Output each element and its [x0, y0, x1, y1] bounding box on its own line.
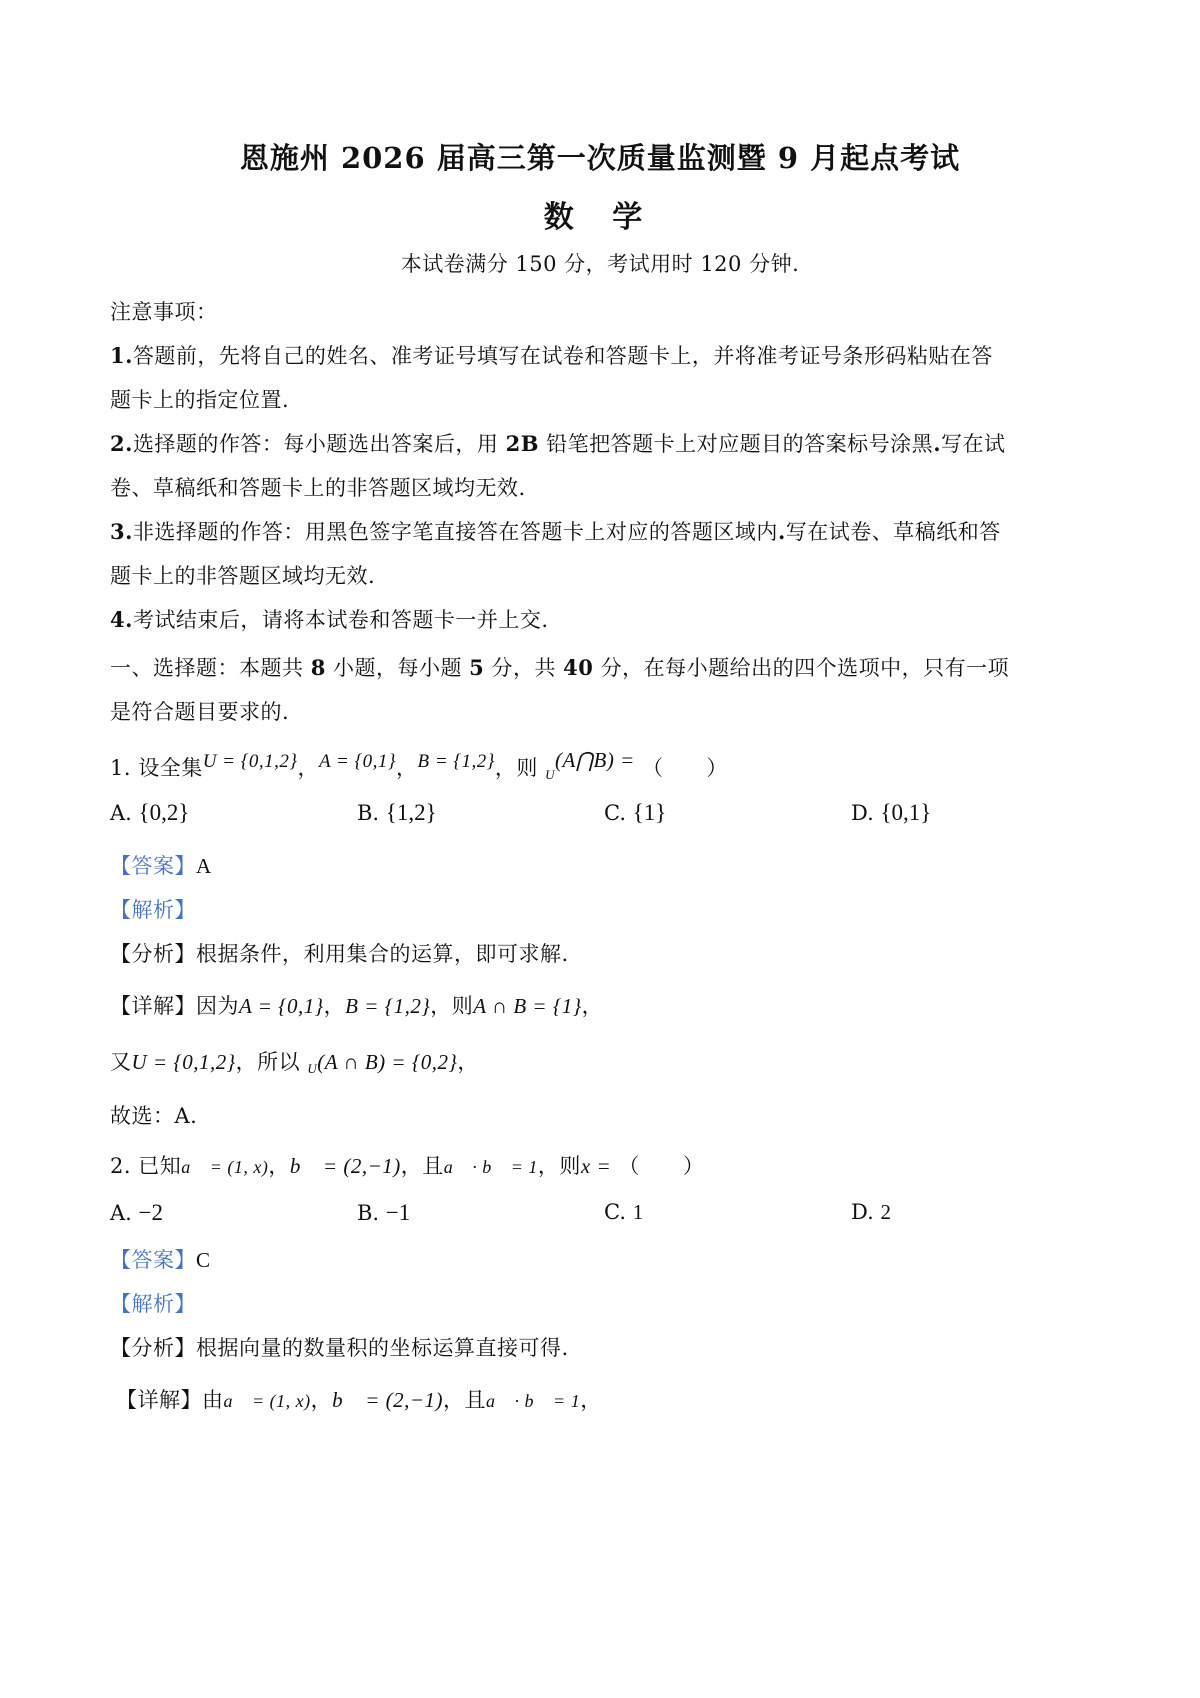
- answer-tag: 【答案】: [110, 854, 196, 878]
- exam-title: 恩施州 2026 届高三第一次质量监测暨 9 月起点考试: [239, 141, 961, 175]
- detail-tag: 【详解】: [110, 994, 196, 1018]
- unknown-x: x =: [580, 1154, 612, 1178]
- answer-blank: （ ）: [641, 756, 728, 780]
- answer-value: A: [196, 854, 212, 878]
- q2-option-c: [604, 1200, 643, 1225]
- complement-subscript: U: [545, 767, 555, 782]
- notice-item-number: 1.: [110, 343, 133, 368]
- section-heading: [110, 652, 1100, 682]
- answer-blank: （ ）: [618, 1154, 705, 1178]
- separator: ，且: [400, 1154, 444, 1178]
- q2-option-a: [110, 1200, 163, 1226]
- universal-set: U = {0,1,2}: [202, 751, 298, 772]
- separator: ，则: [494, 756, 538, 780]
- notice-item-number: 2.: [110, 431, 133, 456]
- separator: ，: [297, 756, 319, 780]
- detail-text: 由: [202, 1388, 224, 1412]
- math-expr: a⃗ = (1, x): [223, 1391, 311, 1411]
- q2-detail-1: [116, 1384, 1106, 1414]
- notice-item-text: 选择题的作答：每小题选出答案后，用: [132, 432, 506, 456]
- complement-subscript: U: [307, 1061, 318, 1076]
- notice-item-1: [110, 340, 1100, 370]
- notice-item-text: 写在试: [941, 432, 1006, 456]
- q1-option-c: [604, 800, 666, 826]
- notice-item-text: 考试结束后，请将本试卷和答题卡一并上交.: [132, 608, 549, 632]
- notice-item-number: 4.: [110, 607, 133, 632]
- option-label: B.: [357, 1201, 380, 1225]
- section-text: 一、选择题：本题共: [110, 656, 311, 680]
- option-value: −2: [138, 1200, 164, 1225]
- question-prefix: 2. 已知: [110, 1154, 182, 1178]
- math-expr: B = {1,2}: [345, 994, 431, 1018]
- points-each: 5: [469, 655, 485, 680]
- fenxi-tag: 【分析】: [110, 942, 196, 966]
- set-a: A = {0,1}: [318, 751, 396, 772]
- q1-conclusion: 故选：A.: [110, 1104, 198, 1128]
- fenxi-text: 根据向量的数量积的坐标运算直接可得.: [196, 1336, 569, 1360]
- detail-text: 又: [110, 1050, 132, 1074]
- q2-option-d: [851, 1200, 891, 1225]
- separator: ，: [268, 1154, 290, 1178]
- notice-item-3-cont: 题卡上的非答题区域均无效.: [110, 564, 376, 588]
- option-label: C.: [604, 801, 626, 825]
- math-expr: U = {0,1,2}: [131, 1050, 236, 1074]
- math-expr: a⃗ · b⃗ = 1: [486, 1391, 581, 1411]
- detail-text: 因为: [196, 994, 239, 1018]
- q2-fenxi: [110, 1332, 1100, 1362]
- q1-fenxi: [110, 938, 1100, 968]
- separator: ，: [323, 994, 346, 1018]
- q2-answer: [110, 1244, 1100, 1274]
- detail-tag: 【详解】: [116, 1388, 202, 1412]
- exam-info: 本试卷满分 150 分，考试用时 120 分钟.: [400, 252, 800, 276]
- q1-answer: [110, 850, 1100, 880]
- option-value: {0,2}: [138, 800, 190, 825]
- question-2: [110, 1150, 1100, 1180]
- answer-value: C: [196, 1248, 211, 1272]
- option-value: 2: [880, 1200, 891, 1224]
- fenxi-tag: 【分析】: [110, 1336, 196, 1360]
- separator: ，: [581, 994, 604, 1018]
- q1-analysis: [110, 894, 1100, 924]
- math-expr: A = {0,1}: [239, 994, 324, 1018]
- separator: ，: [396, 756, 418, 780]
- q2-option-b: [357, 1200, 410, 1226]
- notice-item-text: 写在试卷、草稿纸和答: [785, 520, 1001, 544]
- set-b: B = {1,2}: [417, 751, 495, 772]
- notice-item-2: [110, 428, 1100, 458]
- separator: ，: [580, 1388, 602, 1412]
- vector-b: b⃗ = (2,−1): [289, 1154, 401, 1178]
- analysis-tag: 【解析】: [110, 898, 196, 922]
- notice-item-4: [110, 604, 1100, 634]
- question-prefix: 1. 设全集: [110, 756, 203, 780]
- q1-detail-2: [110, 1046, 1100, 1077]
- notice-item-text: 答题前，先将自己的姓名、准考证号填写在试卷和答题卡上，并将准考证号条形码粘贴在答: [132, 344, 993, 368]
- section-heading-cont: 是符合题目要求的.: [110, 700, 290, 724]
- subject-title: 数 学: [543, 200, 657, 235]
- option-label: D.: [851, 801, 874, 825]
- question-count: 8: [310, 655, 326, 680]
- option-label: A.: [110, 1201, 132, 1225]
- q2-analysis: [110, 1288, 1100, 1318]
- section-text: 分，共: [484, 656, 564, 680]
- analysis-tag: 【解析】: [110, 1292, 196, 1316]
- option-value: {1}: [632, 800, 667, 825]
- option-value: {1,2}: [385, 800, 437, 825]
- section-text: 分，在每小题给出的四个选项中，只有一项: [593, 656, 1010, 680]
- complement-expression: (A⋂B) =: [554, 748, 635, 772]
- math-expr: b⃗ = (2,−1): [332, 1388, 444, 1412]
- notice-item-1-cont: 题卡上的指定位置.: [110, 388, 290, 412]
- option-value: 1: [632, 1200, 644, 1224]
- notice-item-2-cont: 卷、草稿纸和答题卡上的非答题区域均无效.: [110, 476, 526, 500]
- option-label: C.: [604, 1200, 626, 1224]
- question-1: [110, 748, 1100, 783]
- pencil-grade: 2B: [505, 431, 539, 456]
- points-total: 40: [563, 655, 594, 680]
- option-value: {0,1}: [880, 800, 932, 825]
- notice-heading: 注意事项：: [110, 300, 218, 324]
- detail-text: ，且: [443, 1388, 487, 1412]
- option-label: A.: [110, 801, 132, 825]
- notice-item-3: [110, 516, 1100, 546]
- vector-a: a⃗ = (1, x): [181, 1157, 269, 1177]
- option-label: D.: [851, 1200, 874, 1224]
- math-expr: A ∩ B = {1}: [473, 994, 582, 1018]
- option-value: −1: [385, 1200, 411, 1225]
- notice-item-text: 非选择题的作答：用黑色签字笔直接答在答题卡上对应的答题区域内: [132, 520, 778, 544]
- answer-tag: 【答案】: [110, 1248, 196, 1272]
- period-mark: .: [777, 519, 786, 544]
- period-mark: .: [933, 431, 941, 456]
- detail-text: ，则: [430, 994, 474, 1018]
- fenxi-text: 根据条件，利用集合的运算，即可求解.: [196, 942, 569, 966]
- q1-option-a: [110, 800, 189, 826]
- option-label: B.: [357, 801, 380, 825]
- q1-option-b: [357, 800, 437, 826]
- detail-text: ，所以: [235, 1050, 301, 1074]
- section-text: 小题，每小题: [325, 656, 470, 680]
- separator: ，: [457, 1050, 479, 1074]
- q1-option-d: [851, 800, 931, 826]
- notice-item-text: 铅笔把答题卡上对应题目的答案标号涂黑: [539, 432, 934, 456]
- separator: ，则: [537, 1154, 581, 1178]
- notice-item-number: 3.: [110, 519, 133, 544]
- math-expr: (A ∩ B) = {0,2}: [317, 1050, 458, 1074]
- separator: ，: [310, 1388, 333, 1412]
- q1-detail-1: [110, 990, 1100, 1020]
- dot-product: a⃗ · b⃗ = 1: [443, 1157, 538, 1177]
